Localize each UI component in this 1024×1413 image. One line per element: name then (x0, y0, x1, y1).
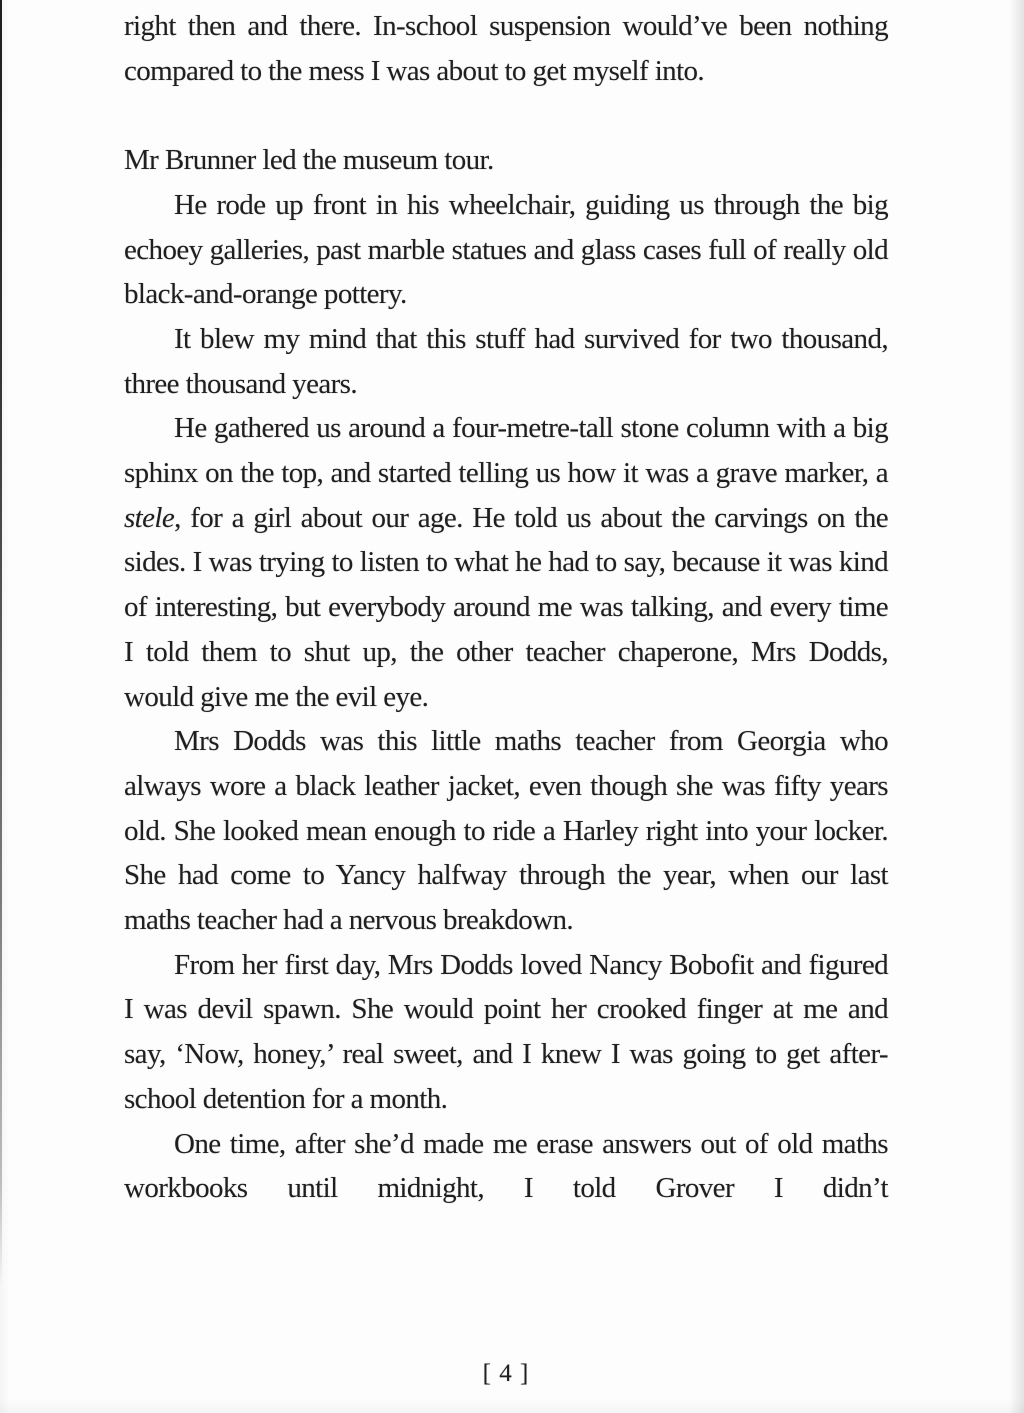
page-text-block (124, 4, 888, 1211)
paragraph: It blew my mind that this stuff had survived for two thousand, three thousand years. (124, 322, 888, 400)
paragraph: Mrs Dodds was this little maths teacher from Georgia who always wore a black leather jacket, even though she was fifty years old. She looked mean enough to ride a Harley right into your locker. She had come to Yancy halfway through the year, when our last maths teacher had a nervous breakdown. (124, 725, 888, 937)
paragraph: right then and there. In-school suspension would’ve been nothing compared to the mess I was about to get myself into. (124, 10, 888, 87)
paragraph: Mr Brunner led the museum tour. (124, 144, 494, 177)
italic-word: stele (124, 501, 175, 534)
page-number: [ 4 ] (482, 1360, 530, 1387)
paragraph: He gathered us around a four-metre-tall stone column with a big sphinx on the top, and started telling us how it was a grave marker, a stele, for a girl about our age. He told us about the carvings on the sides. I was trying to listen to what he had to say, because it was kind of interesting, but everybody around me was talking, and every time I told them to shut up, the other teacher chaperone, Mrs Dodds, would give me the evil eye. (124, 412, 888, 713)
scan-edge-shade-right (1010, 0, 1024, 1413)
paragraph: From her first day, Mrs Dodds loved Nancy Bobofit and figured I was devil spawn. She would point her crooked finger at me and say, ‘Now, honey,’ real sweet, and I knew I was going to get after-school detention for a month. (124, 948, 888, 1115)
paragraph: He rode up front in his wheelchair, guiding us through the big echoey galleries, past marble statues and glass cases full of really old black-and-orange pottery. (124, 188, 888, 311)
scan-edge-shadow-left (0, 0, 2, 1286)
paragraph: One time, after she’d made me erase answers out of old maths workbooks until midnight, I told Grover I didn’t (124, 1127, 888, 1205)
